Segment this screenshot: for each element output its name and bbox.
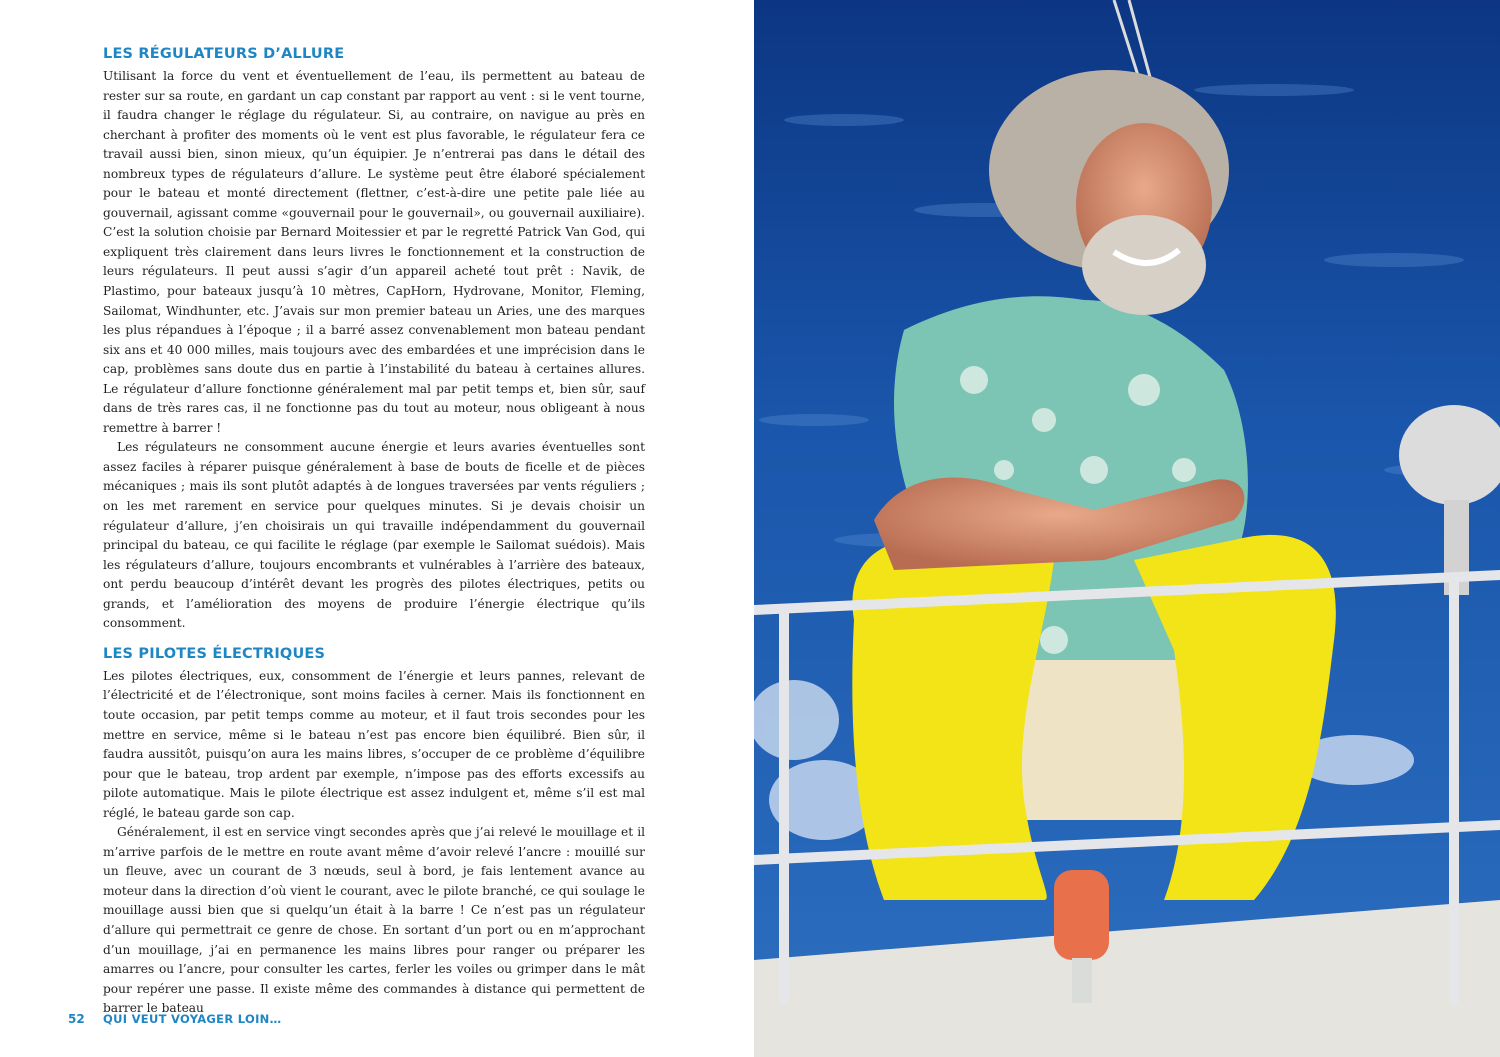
paragraph: Généralement, il est en service vingt secondes après que j’ai relevé le mouillage et il m’arrive parfois de le mettre en route avant même d’avoir relevé l’ancre : mouillé sur un fleuve, avec un courant de 3 nœuds, seul à bord, je fais lentement avance au moteur dans la direction d’où vient le courant, avec le pilote branché, ce qui soulage le mouillage aussi bien que si quelqu’un était à la barre ! Ce n’est pas un régulateur d’allure qui permettrait ce genre de chose. En sortant d’un port ou en m’approchant d’un mouillage, j’ai en permanence les mains libres pour ranger ou préparer les amarres ou l’ancre, pour consulter les cartes, ferler les voiles ou grimper dans le mât pour repérer une passe. Il existe même des commandes à distance qui permettent de barrer le bateau xyxy=(103,825,645,1016)
paragraph: Les régulateurs ne consomment aucune énergie et leurs avaries éventuelles sont assez faciles à réparer puisque généralement à base de bouts de ficelle et de pièces mécaniques ; mais ils sont plutôt adaptés à de longues traversées par vents réguliers ; on les met rarement en service pour quelques minutes. Si je devais choisir un régulateur d’allure, j’en choisirais un qui travaille indépendamment du gouvernail principal du bateau, ce qui facilite le réglage (par exemple le Sailomat suédois). Mais les régulateurs d’allure, toujours encombrants et vulnérables à l’arrière des bateaux, ont perdu beaucoup d’intérêt devant les progrès des pilotes électriques, petits ou grands, et l’amélioration des moyens de produire l’énergie électrique qu’ils consomment. xyxy=(103,440,645,631)
photo-illustration xyxy=(754,0,1500,1057)
paragraph: Utilisant la force du vent et éventuellement de l’eau, ils permettent au bateau de rester sur sa route, en gardant un cap constant par rapport au vent : si le vent tourne, il faudra changer le réglage du régulateur. Si, au contraire, on navigue au près en cherchant à profiter des moments où le vent est plus favorable, le régulateur fera ce travail aussi bien, sinon mieux, qu’un équipier. Je n’entrerai pas dans le détail des nombreux types de régulateurs d’allure. Le système peut être élaboré spécialement pour le bateau et monté directement (flettner, c’est-à-dire une petite pale liée au gouvernail, agissant comme «gouvernail pour le gouvernail», ou gouvernail auxiliaire). C’est la solution choisie par Bernard Moitessier et par le regretté Patrick Van God, qui expliquent très clairement dans leurs livres le fonctionnement et la construction de leurs régulateurs. Il peut aussi s’agir d’un appareil acheté tout prêt : Navik, de Plastimo, pour bateaux jusqu’à 10 mètres, CapHorn, Hydrovane, Monitor, Fleming, Sailomat, Windhunter, etc. J’avais sur mon premier bateau un Aries, une des marques les plus répandues à l’époque ; il a barré assez convenablement mon bateau pendant six ans et 40 000 milles, mais toujours avec des embardées et une imprécision dans le cap, problèmes sans doute dus en partie à l’instabilité du bateau à certaines allures. Le régulateur d’allure fonctionne généralement mal par petit temps et, bien sûr, sauf dans de très rares cas, il ne fonctionne pas du tout au moteur, nous obligeant à nous remettre à barrer ! xyxy=(103,69,645,435)
orange-float xyxy=(1054,870,1109,960)
paragraph: Les pilotes électriques, eux, consomment de l’énergie et leurs pannes, relevant de l’électricité et de l’électronique, sont moins faciles à cerner. Mais ils fonctionnent en toute occasion, par petit temps comme au moteur, et il faut trois secondes pour les mettre en service, même si le bateau n’est pas encore bien équilibré. Bien sûr, il faudra aussitôt, puisqu’on aura les mains libres, s’occuper de ce problème d’équilibre pour que le bateau, trop ardent par exemple, n’impose pas des efforts excessifs au pilote automatique. Mais le pilote électrique est assez indulgent et, même s’il est mal réglé, le bateau garde son cap. xyxy=(103,668,645,820)
page-footer xyxy=(0,1012,754,1030)
text-column xyxy=(103,46,645,1019)
section-heading-regulateurs: LES RÉGULATEURS D’ALLURE xyxy=(103,46,345,62)
photo-sailor-on-boat xyxy=(754,0,1500,1057)
section-heading-pilotes: LES PILOTES ÉLECTRIQUES xyxy=(103,645,326,662)
page-number: 52 xyxy=(68,1012,85,1026)
running-title: QUI VEUT VOYAGER LOIN… xyxy=(103,1012,282,1026)
